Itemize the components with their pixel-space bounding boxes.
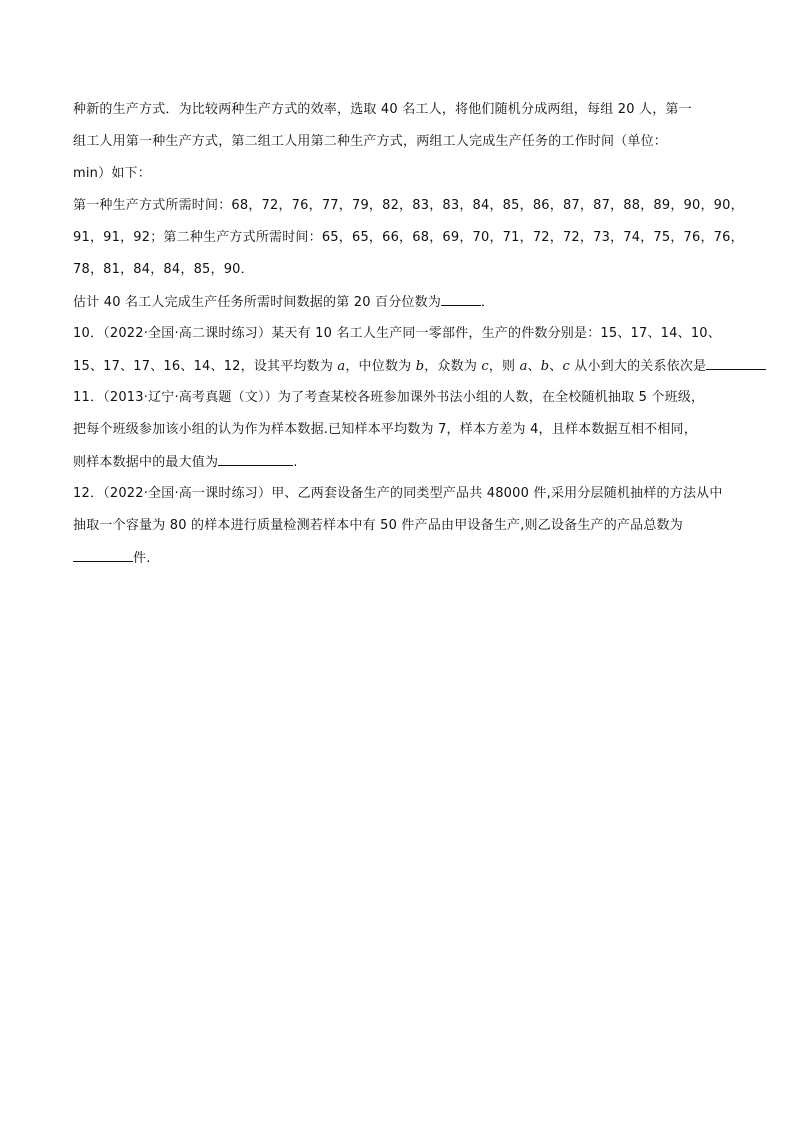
problem-10-text-c: ，众数为 [424, 359, 482, 374]
problem-list [73, 100, 744, 580]
problem-11-line-2: 把每个班级参加该小组的认为作为样本数据.已知样本平均数为 7，样本方差为 4，且样本数据互相不相同， [73, 422, 697, 437]
problem-12-line-3 [73, 548, 733, 580]
problem-10 [73, 324, 733, 388]
problem-12-line-2: 抽取一个容量为 80 的样本进行质量检测若样本中有 50 件产品由甲设备生产,则乙设备生产的产品总数为 [73, 518, 683, 533]
variable-c-2: c [562, 359, 570, 374]
answer-blank-9[interactable] [441, 292, 481, 306]
variable-b-2: b [540, 359, 550, 374]
problem-11-question-end: . [293, 455, 298, 470]
problem-9-question-end: ． [481, 295, 495, 310]
problem-10-sep-1: 、 [527, 359, 541, 374]
problem-10-line-2 [73, 356, 733, 388]
problem-9-line-6: 78，81，84，84，85，90． [73, 262, 254, 277]
problem-12 [73, 484, 733, 580]
answer-blank-11[interactable] [218, 452, 293, 466]
problem-10-text-g: 从小到大的关系依次是 [569, 359, 707, 374]
problem-11-line-1: 11．（2013·辽宁·高考真题（文））为了考查某校各班参加课外书法小组的人数，在全校随机抽取 5 个班级， [73, 390, 705, 405]
answer-blank-10[interactable] [706, 356, 766, 370]
problem-10-text-b: ，中位数为 [345, 359, 416, 374]
problem-10-text-a: 15、17、17、16、14、12，设其平均数为 [73, 359, 338, 374]
problem-9-line-1: 种新的生产方式．为比较两种生产方式的效率，选取 40 名工人，将他们随机分成两组，每组 20 人，第一 [73, 102, 692, 117]
problem-9-line-4: 第一种生产方式所需时间：68，72，76，77，79，82，83，83，84，85，86，87，87，88，89，90，90， [73, 198, 744, 213]
problem-11 [73, 388, 733, 484]
problem-9-question-text: 估计 40 名工人完成生产任务所需时间数据的第 20 百分位数为 [73, 295, 442, 310]
variable-a: a [337, 359, 346, 374]
problem-10-text-d: ，则 [488, 359, 520, 374]
problem-9 [73, 100, 744, 324]
problem-12-line-1: 12．（2022·全国·高一课时练习）甲、乙两套设备生产的同类型产品共 48000 件,采用分层随机抽样的方法从中 [73, 486, 723, 501]
problem-9-line-3: min）如下： [73, 166, 151, 181]
answer-blank-12[interactable] [73, 548, 133, 562]
variable-c: c [481, 359, 489, 374]
variable-b: b [415, 359, 425, 374]
problem-10-line-1: 10．（2022·全国·高二课时练习）某天有 10 名工人生产同一零部件，生产的件数分别是：15、17、14、10、 [73, 326, 721, 341]
problem-9-line-5: 91，91，92；第二种生产方式所需时间：65，65，66，68，69，70，71，72，72，73，74，75，76，76， [73, 230, 744, 245]
problem-9-question [73, 292, 733, 324]
problem-11-line-3 [73, 452, 733, 484]
problem-9-line-2: 组工人用第一种生产方式，第二组工人用第二种生产方式，两组工人完成生产任务的工作时间（单位： [73, 134, 668, 149]
problem-11-question-text: 则样本数据中的最大值为 [73, 455, 219, 470]
problem-12-question-end: 件. [133, 551, 151, 566]
variable-a-2: a [519, 359, 528, 374]
problem-10-sep-2: 、 [549, 359, 563, 374]
